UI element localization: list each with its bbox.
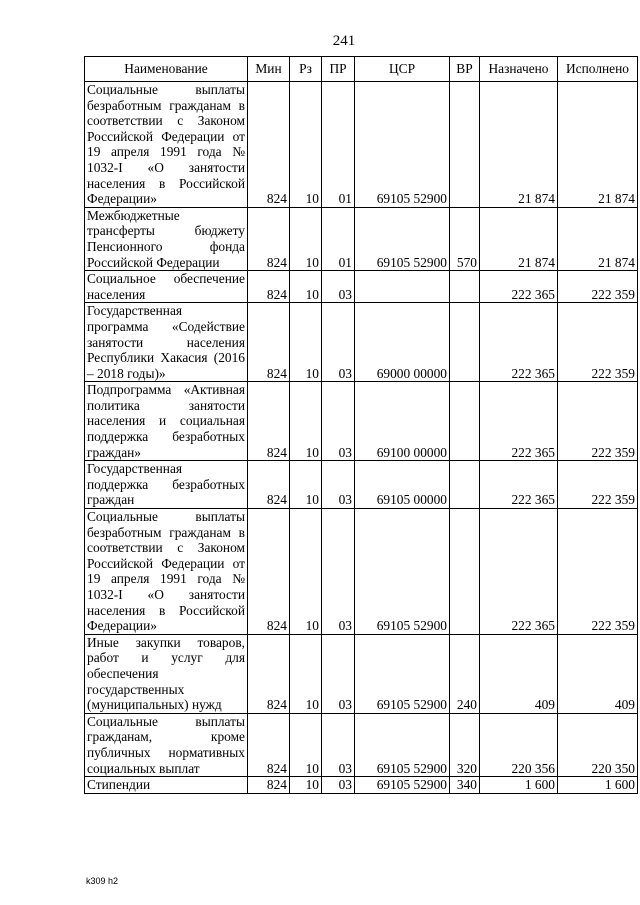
header-vr: ВР <box>450 57 480 82</box>
cell-name: Социальные выплаты безработным гражданам в соответствии с Законом Российской Федерации от 19 апреля 1991 года № 1032-I «О занятости населения в Российской Федерации» <box>85 82 248 208</box>
table-row <box>85 713 638 776</box>
cell-name: Межбюджетные трансферты бюджету Пенсионного фонда Российской Федерации <box>85 207 248 270</box>
cell-vr: 570 <box>450 207 480 270</box>
cell-name: Стипендии <box>85 777 248 794</box>
cell-vr: 340 <box>450 777 480 794</box>
cell-pr: 03 <box>322 271 355 303</box>
cell-rz: 10 <box>290 509 322 635</box>
cell-csr: 69105 00000 <box>355 461 450 509</box>
cell-pr: 03 <box>322 634 355 713</box>
cell-min: 824 <box>248 509 290 635</box>
cell-pr: 01 <box>322 82 355 208</box>
table-row <box>85 634 638 713</box>
cell-vr <box>450 271 480 303</box>
cell-pr: 03 <box>322 382 355 461</box>
page-number: 241 <box>332 33 356 49</box>
cell-csr: 69105 52900 <box>355 207 450 270</box>
cell-csr: 69105 52900 <box>355 82 450 208</box>
header-rz: Рз <box>290 57 322 82</box>
cell-min: 824 <box>248 82 290 208</box>
cell-min: 824 <box>248 207 290 270</box>
table-row <box>85 303 638 382</box>
cell-name: Социальные выплаты безработным гражданам в соответствии с Законом Российской Федерации от 19 апреля 1991 года № 1032-I «О занятости населения в Российской Федерации» <box>85 509 248 635</box>
cell-csr: 69105 52900 <box>355 713 450 776</box>
cell-executed: 222 359 <box>558 461 638 509</box>
cell-assigned: 21 874 <box>480 82 558 208</box>
table-row <box>85 382 638 461</box>
cell-executed: 1 600 <box>558 777 638 794</box>
cell-rz: 10 <box>290 777 322 794</box>
cell-rz: 10 <box>290 207 322 270</box>
header-assigned: Назначено <box>480 57 558 82</box>
cell-min: 824 <box>248 382 290 461</box>
table-header-row <box>85 57 638 82</box>
header-min: Мин <box>248 57 290 82</box>
cell-rz: 10 <box>290 303 322 382</box>
cell-min: 824 <box>248 303 290 382</box>
header-name: Наименование <box>85 57 248 82</box>
cell-vr <box>450 509 480 635</box>
cell-assigned: 409 <box>480 634 558 713</box>
header-csr: ЦСР <box>355 57 450 82</box>
cell-rz: 10 <box>290 82 322 208</box>
cell-vr <box>450 461 480 509</box>
cell-executed: 222 359 <box>558 303 638 382</box>
table-row <box>85 207 638 270</box>
cell-executed: 409 <box>558 634 638 713</box>
cell-assigned: 21 874 <box>480 207 558 270</box>
cell-executed: 222 359 <box>558 271 638 303</box>
table-row <box>85 509 638 635</box>
cell-name: Государственная программа «Содействие занятости населения Республики Хакасия (2016 – 2018 годы)» <box>85 303 248 382</box>
header-executed: Исполнено <box>558 57 638 82</box>
footer-code: k309 h2 <box>86 876 119 886</box>
cell-csr: 69000 00000 <box>355 303 450 382</box>
table-row <box>85 777 638 794</box>
cell-csr: 69105 52900 <box>355 509 450 635</box>
cell-pr: 03 <box>322 509 355 635</box>
cell-executed: 21 874 <box>558 82 638 208</box>
cell-min: 824 <box>248 271 290 303</box>
cell-csr: 69105 52900 <box>355 634 450 713</box>
cell-min: 824 <box>248 461 290 509</box>
cell-name: Иные закупки товаров, работ и услуг для обеспечения государственных (муниципальных) нужд <box>85 634 248 713</box>
cell-csr: 69105 52900 <box>355 777 450 794</box>
cell-rz: 10 <box>290 713 322 776</box>
cell-csr: 69100 00000 <box>355 382 450 461</box>
cell-pr: 03 <box>322 777 355 794</box>
budget-table <box>84 56 638 794</box>
cell-assigned: 1 600 <box>480 777 558 794</box>
cell-rz: 10 <box>290 382 322 461</box>
cell-rz: 10 <box>290 461 322 509</box>
cell-name: Социальные выплаты гражданам, кроме публичных нормативных социальных выплат <box>85 713 248 776</box>
cell-pr: 03 <box>322 303 355 382</box>
cell-pr: 03 <box>322 461 355 509</box>
cell-vr: 320 <box>450 713 480 776</box>
cell-pr: 01 <box>322 207 355 270</box>
cell-name: Государственная поддержка безработных граждан <box>85 461 248 509</box>
table-row <box>85 82 638 208</box>
cell-assigned: 222 365 <box>480 271 558 303</box>
table-row <box>85 461 638 509</box>
cell-assigned: 222 365 <box>480 382 558 461</box>
cell-rz: 10 <box>290 634 322 713</box>
cell-name: Подпрограмма «Активная политика занятости населения и социальная поддержка безработных граждан» <box>85 382 248 461</box>
cell-min: 824 <box>248 777 290 794</box>
cell-assigned: 220 356 <box>480 713 558 776</box>
cell-min: 824 <box>248 634 290 713</box>
cell-executed: 21 874 <box>558 207 638 270</box>
cell-assigned: 222 365 <box>480 461 558 509</box>
cell-rz: 10 <box>290 271 322 303</box>
cell-vr: 240 <box>450 634 480 713</box>
cell-executed: 222 359 <box>558 382 638 461</box>
cell-vr <box>450 382 480 461</box>
table-body <box>85 82 638 794</box>
cell-vr <box>450 303 480 382</box>
cell-assigned: 222 365 <box>480 303 558 382</box>
cell-min: 824 <box>248 713 290 776</box>
cell-vr <box>450 82 480 208</box>
cell-name: Социальное обеспечение населения <box>85 271 248 303</box>
table-row <box>85 271 638 303</box>
cell-executed: 220 350 <box>558 713 638 776</box>
cell-executed: 222 359 <box>558 509 638 635</box>
cell-assigned: 222 365 <box>480 509 558 635</box>
cell-csr <box>355 271 450 303</box>
cell-pr: 03 <box>322 713 355 776</box>
header-pr: ПР <box>322 57 355 82</box>
